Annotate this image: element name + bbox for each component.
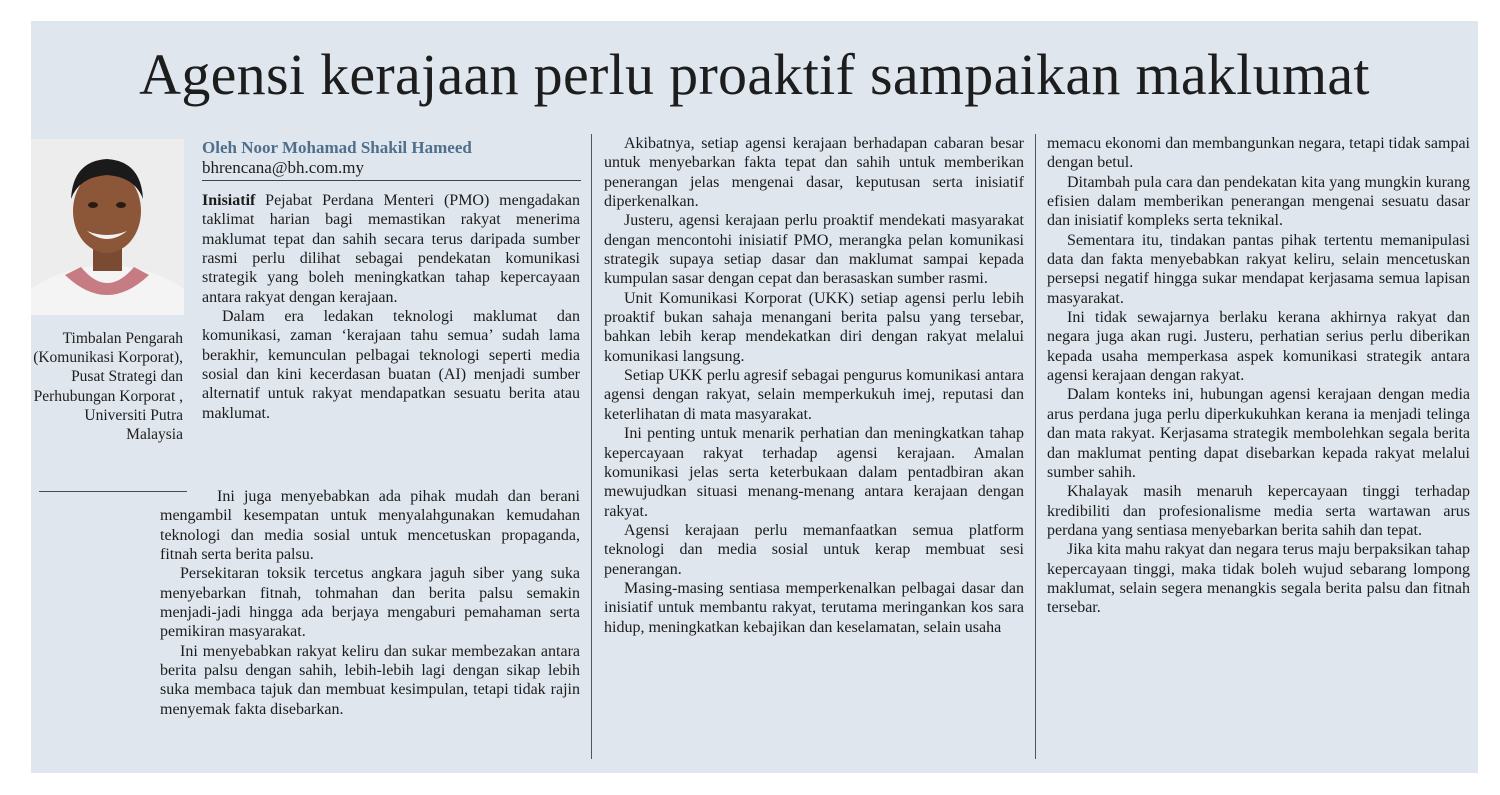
paragraph: Masing-masing sentiasa memperkenalkan pelbagai dasar dan inisiatif untuk membantu rakyat, terutama meringankan kos sara hidup, meningkatkan kebajikan dan keselamatan, selain usaha — [604, 579, 1024, 636]
paragraph: Jika kita mahu rakyat dan negara terus maju berpaksikan tahap kepercayaan tinggi, maka tidak boleh wujud sebarang lompong maklumat, selain segera menangkis segala berita palsu dan fitnah tersebar. — [1047, 541, 1470, 617]
column-divider — [1035, 134, 1036, 759]
paragraph: Justeru, agensi kerajaan perlu proaktif mendekati masyarakat dengan mencontohi inisiatif PMO, merangka pelan komunikasi strategik supaya setiap dasar dan maklumat sampai kepada kumpulan sasar dengan cepat dan berasaskan sumber rasmi. — [604, 212, 1024, 288]
paragraph: Sementara itu, tindakan pantas pihak tertentu memanipulasi data dan fakta menyebabkan rakyat keliru, selain mencetuskan persepsi negatif hingga sukar mendapat kerjasama semua lapisan masyarakat. — [1047, 231, 1470, 307]
paragraph: memacu ekonomi dan membangunkan negara, tetapi tidak sampai dengan betul. — [1047, 135, 1470, 172]
paragraph: Agensi kerajaan perlu memanfaatkan semua platform teknologi dan media sosial untuk kerap membuat sesi penerangan. — [604, 521, 1024, 578]
paragraph: Akibatnya, setiap agensi kerajaan berhadapan cabaran besar untuk menyebarkan fakta tepat dan sahih untuk memberikan penerangan jelas mengenai dasar, keputusan serta inisiatif diperkenalkan. — [604, 135, 1024, 211]
author-caption: Timbalan Pengarah (Komunikasi Korporat), Pusat Strategi dan Perhubungan Korporat , Universiti Putra Malaysia — [33, 330, 183, 444]
headline: Agensi kerajaan perlu proaktif sampaikan maklumat — [139, 42, 1370, 107]
column-2 — [604, 134, 1024, 637]
lead-word: Inisiatif — [202, 192, 256, 209]
paragraph: Khalayak masih menaruh kepercayaan tinggi terhadap kredibiliti dan profesionalisme media serta wartawan arus perdana yang sentiasa menyebarkan berita sahih dan tepat. — [1047, 483, 1470, 539]
paragraph: Setiap UKK perlu agresif sebagai pengurus komunikasi antara agensi dengan rakyat, selain memperkukuh imej, reputasi dan keterlihatan di mata masyarakat. — [604, 367, 1024, 423]
paragraph: Persekitaran toksik tercetus angkara jaguh siber yang suka menyebarkan fitnah, tohmahan dan berita palsu semakin menjadi-jadi hingga ada berjaya mengaburi pemahaman serta pemikiran masyarakat. — [160, 565, 580, 641]
paragraph — [202, 191, 580, 307]
paragraph: Dalam era ledakan teknologi maklumat dan komunikasi, zaman ‘kerajaan tahu semua’ sudah lama berakhir, kemunculan pelbagai teknologi seperti media sosial dan kini kecerdasan buatan (AI) menjadi sumber alternatif untuk rakyat mendapatkan sesuatu berita atau maklumat. — [202, 308, 580, 422]
paragraph: Unit Komunikasi Korporat (UKK) setiap agensi perlu lebih proaktif bukan sahaja menangani berita palsu yang tersebar, bahkan lebih kerap mendekatkan diri dengan rakyat melalui komunikasi langsung. — [604, 289, 1024, 365]
paragraph: Dalam konteks ini, hubungan agensi kerajaan dengan media arus perdana juga perlu diperkukuhkan kerana ia menjadi telinga dan mata rakyat. Kerjasama strategik membolehkan segala berita dan maklumat penting dapat disebarkan kepada rakyat melalui sumber sahih. — [1047, 386, 1470, 481]
column-3 — [1047, 134, 1470, 618]
author-photo — [31, 139, 184, 315]
byline-divider — [202, 180, 581, 181]
paragraph: Ini penting untuk menarik perhatian dan meningkatkan tahap kepercayaan rakyat terhadap agensi kerajaan. Amalan komunikasi jelas serta keterbukaan dalam pentadbiran akan mewujudkan situasi menang-menang antara kerajaan dengan rakyat. — [604, 425, 1024, 520]
column-1-top — [202, 191, 580, 423]
author-email: bhrencana@bh.com.my — [202, 158, 364, 177]
paragraph-text: Pejabat Perdana Menteri (PMO) mengadakan taklimat harian bagi memastikan rakyat menerima maklumat tepat dan sahih secara terus daripada sumber rasmi perlu dilihat sebagai pendekatan komunikasi strategik yang boleh meningkatkan tahap kepercayaan antara rakyat dengan kerajaan. — [202, 192, 580, 306]
column-1-bottom — [160, 487, 580, 719]
paragraph: Ditambah pula cara dan pendekatan kita yang mungkin kurang efisien dalam memberikan penerangan mengenai sesuatu dasar dan inisiatif kompleks serta teknikal. — [1047, 173, 1470, 230]
paragraph: Ini tidak sewajarnya berlaku kerana akhirnya rakyat dan negara juga akan rugi. Justeru, perhatian serius perlu diberikan kepada usaha memperkasa aspek komunikasi strategik antara agensi kerajaan dengan rakyat. — [1047, 309, 1470, 385]
byline: Oleh Noor Mohamad Shakil Hameed — [202, 138, 472, 157]
paragraph: Ini menyebabkan rakyat keliru dan sukar membezakan antara berita palsu dengan sahih, lebih-lebih lagi dengan sikap lebih suka membaca tajuk dan membuat kesimpulan, tetapi tidak rajin menyemak fakta disebarkan. — [160, 642, 580, 718]
article-panel — [31, 21, 1478, 773]
column-divider — [591, 134, 592, 759]
paragraph: Ini juga menyebabkan ada pihak mudah dan berani mengambil kesempatan untuk menyalahgunakan kemudahan teknologi dan media sosial untuk mencetuskan propaganda, fitnah serta berita palsu. — [160, 488, 580, 564]
